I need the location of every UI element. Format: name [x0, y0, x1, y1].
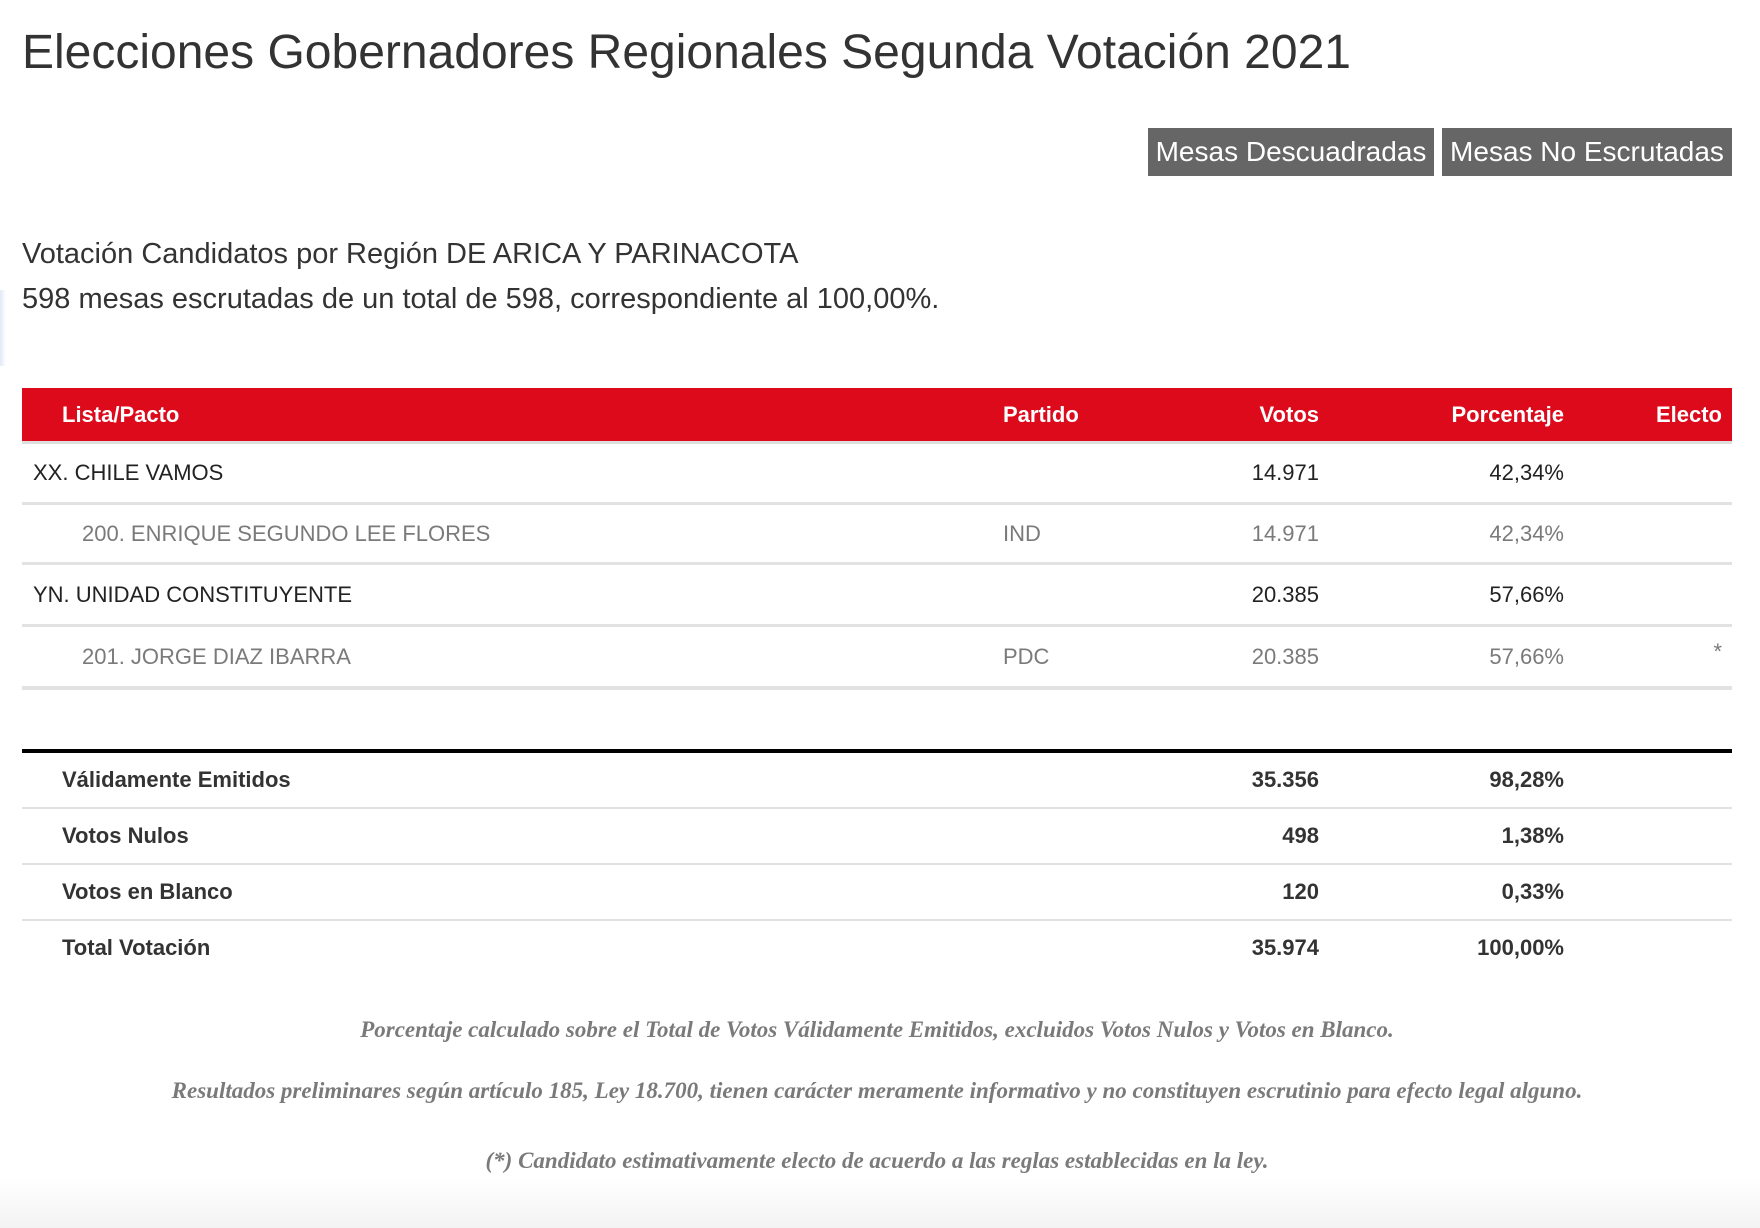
footnote-elected: (*) Candidato estimativamente electo de acuerdo a las reglas establecidas en la ley. [485, 1148, 1269, 1173]
pacto-name: XX. CHILE VAMOS [33, 460, 224, 485]
pacto-name: YN. UNIDAD CONSTITUYENTE [33, 582, 353, 607]
electo-asterisk: * [1713, 639, 1722, 664]
mesas-no-escrutadas-button[interactable]: Mesas No Escrutadas [1442, 128, 1732, 176]
column-header-partido: Partido [1003, 402, 1079, 427]
table-row-candidato [22, 627, 1732, 690]
votos-cell: 20.385 [1251, 644, 1319, 669]
totals-row [22, 921, 1732, 975]
totals-votos: 498 [1282, 823, 1319, 848]
totals-table [22, 753, 1732, 977]
candidato-name: 201. JORGE DIAZ IBARRA [82, 644, 351, 669]
totals-porcentaje: 98,28% [1489, 767, 1564, 792]
votos-cell: 14.971 [1251, 460, 1319, 485]
porcentaje-cell: 42,34% [1489, 460, 1564, 485]
totals-label: Total Votación [62, 935, 211, 960]
table-row-pacto [22, 565, 1732, 627]
porcentaje-cell: 57,66% [1489, 644, 1564, 669]
table-row-candidato [22, 505, 1732, 565]
partido-cell: PDC [1003, 644, 1050, 669]
partido-cell: IND [1003, 521, 1041, 546]
votos-cell: 14.971 [1251, 521, 1319, 546]
page-title: Elecciones Gobernadores Regionales Segunda Votación 2021 [22, 26, 1351, 79]
porcentaje-cell: 57,66% [1489, 582, 1564, 607]
column-header-electo: Electo [1655, 402, 1722, 427]
column-header-porcentaje: Porcentaje [1451, 402, 1564, 427]
footnote-percentage: Porcentaje calculado sobre el Total de Votos Válidamente Emitidos, excluidos Votos Nulos y Votos en Blanco. [360, 1017, 1394, 1042]
totals-porcentaje: 100,00% [1477, 935, 1564, 960]
footnote-legal: Resultados preliminares según artículo 185, Ley 18.700, tienen carácter meramente informativo y no constituyen escrutinio para efecto legal alguno. [171, 1078, 1583, 1103]
totals-votos: 120 [1282, 879, 1319, 904]
totals-votos: 35.974 [1251, 935, 1319, 960]
porcentaje-cell: 42,34% [1489, 521, 1564, 546]
totals-votos: 35.356 [1251, 767, 1319, 792]
column-header-lista: Lista/Pacto [62, 402, 180, 427]
totals-label: Votos en Blanco [62, 879, 233, 904]
totals-row [22, 865, 1732, 921]
mesas-descuadradas-button[interactable]: Mesas Descuadradas [1148, 128, 1434, 176]
results-table-body [22, 444, 1732, 694]
mesas-status: 598 mesas escrutadas de un total de 598, correspondiente al 100,00%. [22, 283, 940, 315]
totals-label: Válidamente Emitidos [62, 767, 291, 792]
results-table-header [22, 388, 1732, 444]
totals-row [22, 753, 1732, 809]
totals-porcentaje: 1,38% [1501, 823, 1564, 848]
totals-row [22, 809, 1732, 865]
votos-cell: 20.385 [1251, 582, 1319, 607]
bottom-fade [0, 1178, 1760, 1228]
column-header-votos: Votos [1259, 402, 1319, 427]
table-row-pacto [22, 444, 1732, 505]
region-heading: Votación Candidatos por Región DE ARICA Y PARINACOTA [22, 238, 799, 270]
totals-porcentaje: 0,33% [1501, 879, 1564, 904]
candidato-name: 200. ENRIQUE SEGUNDO LEE FLORES [82, 521, 491, 546]
left-edge-shadow [0, 290, 6, 366]
totals-label: Votos Nulos [62, 823, 189, 848]
